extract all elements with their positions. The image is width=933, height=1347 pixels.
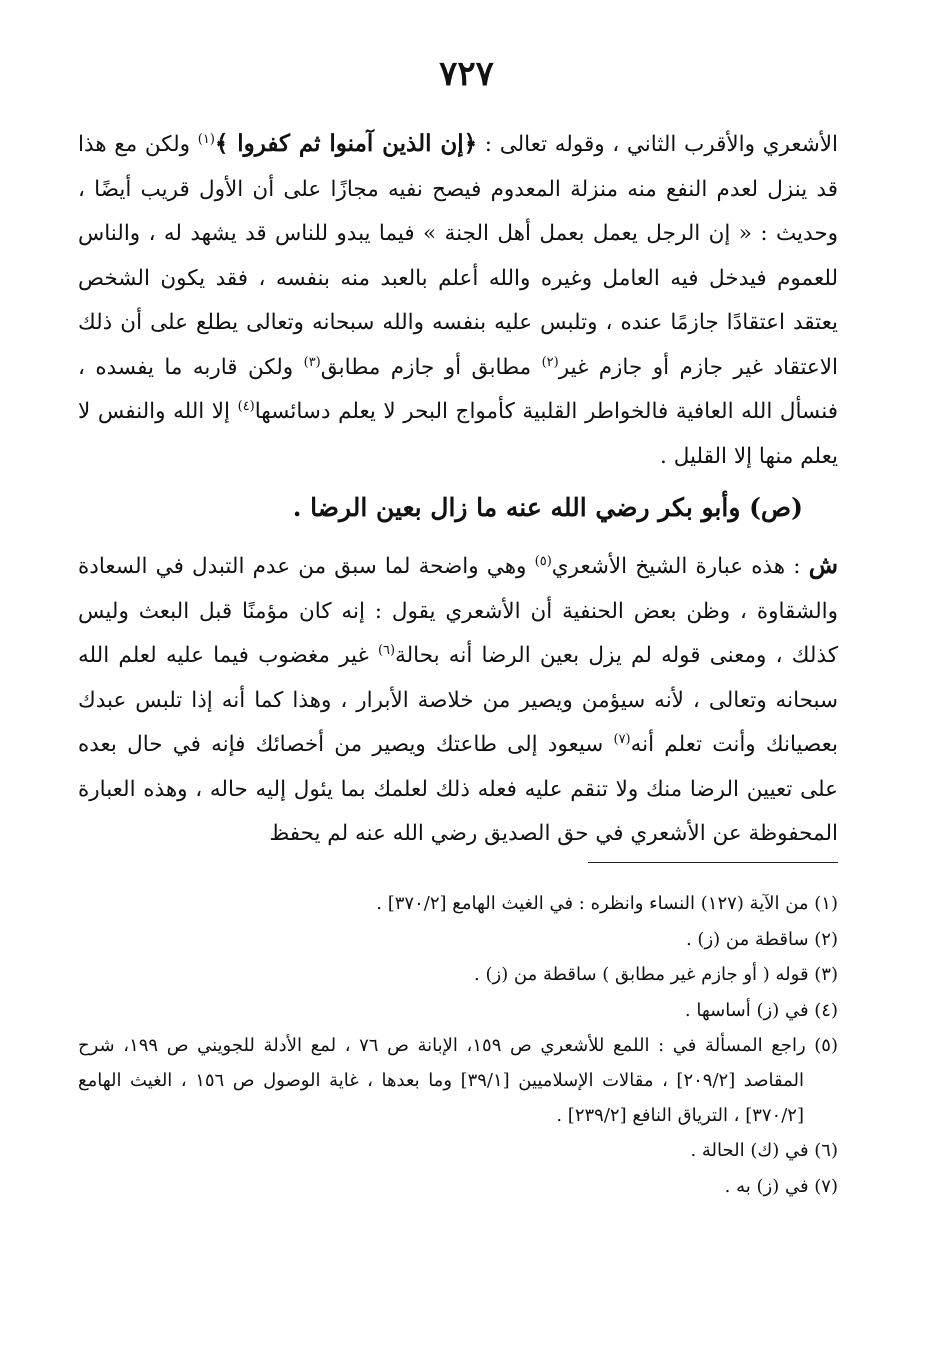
paragraph-1-text-d: ولكن قاربه ما يفسده ، فنسأل الله العافية فالخواطر القلبية كأمواج البحر لا يعلم دسائسها (78, 354, 838, 424)
footnote-ref-1: (١) (197, 131, 215, 147)
section-heading: (ص) وأبو بكر رضي الله عنه ما زال بعين الرضا . (292, 493, 803, 522)
paragraph-2-text-b: وهي واضحة لما سبق من عدم التبدل في السعادة والشقاوة ، وظن بعض الحنفية أن الأشعري يقول : إنه كان مؤمنًا قبل البعث وليس كذلك ، ومعنى قوله لم يزل بعين الرضا أنه بحالة (78, 554, 838, 668)
body-paragraph-1 (78, 122, 838, 479)
footnote-ref-6: (٦) (377, 642, 396, 658)
footnotes (78, 886, 838, 1204)
footnote-ref-3: (٣) (303, 354, 321, 370)
paragraph-1-text-c: مطابق أو جازم مطابق (320, 354, 542, 380)
paragraph-2-text-c: غير مغضوب فيما عليه لعلم الله سبحانه وتعالى ، لأنه سيؤمن ويصير من خلاصة الأبرار ، وهذا كما أنه إذا تلبس عبدك بعصيانك وأنت تعلم أنه (78, 643, 838, 757)
footnote-7: (٧) في (ز) به . (724, 1175, 838, 1197)
footnote-3: (٣) قوله ( أو جازم غير مطابق ) ساقطة من (ز) . (474, 964, 838, 985)
footnote-6: (٦) في (ك) الحالة . (690, 1140, 838, 1161)
paragraph-2-text-d: سيعود إلى طاعتك ويصير من أخصائك فإنه في حال بعده على تعيين الرضا منك ولا تنقم عليه فعله ذلك لعلمك بما يئول إليه حاله ، وهذه العبارة المحفوظة عن الأشعري في حق الصديق رضي الله عنه لم يحفظ (78, 732, 838, 846)
commentary-marker: ش (808, 550, 838, 579)
footnote-5: (٥) راجع المسألة في : اللمع للأشعري ص ١٥٩، الإبانة ص ٧٦ ، لمع الأدلة للجويني ص ١٩٩، شرح المقاصد [٢٠٩/٢] ، مقالات الإسلاميين [٣٩/١] وما بعدها ، غاية الوصول ص ١٥٦ ، الغيث الهامع [٣٧٠/٢] ، الترياق النافع [٢٣٩/٢] . (78, 1035, 838, 1126)
paragraph-1-text-e: إلا الله والنفس لا يعلم منها إلا القليل . (78, 399, 838, 469)
footnote-2: (٢) ساقطة من (ز) . (685, 928, 838, 950)
footnote-ref-5: (٥) (534, 553, 552, 569)
footnote-4: (٤) في (ز) أساسها . (684, 999, 838, 1021)
footnote-separator (588, 862, 838, 863)
footnote-ref-7: (٧) (613, 731, 631, 747)
footnote-1: (١) من الآية (١٢٧) النساء وانظره : في الغيث الهامع [٣٧٠/٢] . (376, 893, 838, 914)
quran-verse: ﴿إن الذين آمنوا ثم كفروا ﴾ (214, 130, 478, 157)
footnote-ref-4: (٤) (237, 398, 255, 414)
body-paragraph-2 (78, 543, 838, 857)
footnote-ref-2: (٢) (541, 354, 559, 370)
page-number: ٧٢٧ (439, 54, 494, 94)
paragraph-1-text-a: الأشعري والأقرب الثاني ، وقوله تعالى : (477, 132, 838, 157)
paragraph-1-text-b: ولكن مع هذا قد ينزل لعدم النفع منه منزلة المعدوم فيصح نفيه مجازًا على أن الأول قريب أيضًا ، وحديث : « إن الرجل يعمل بعمل أهل الجنة » فيما يبدو للناس قد يشهد له ، والناس للعموم فيدخل فيه العامل وغيره والله أعلم بالعبد منه بنفسه ، فقد يكون الشخص يعتقد اعتقادًا جازمًا عنده ، وتلبس عليه بنفسه والله سبحانه وتعالى يطلع على أن ذلك الاعتقاد غير جازم أو جازم غير (78, 132, 838, 380)
paragraph-2-text-a: : هذه عبارة الشيخ الأشعري (551, 554, 809, 579)
